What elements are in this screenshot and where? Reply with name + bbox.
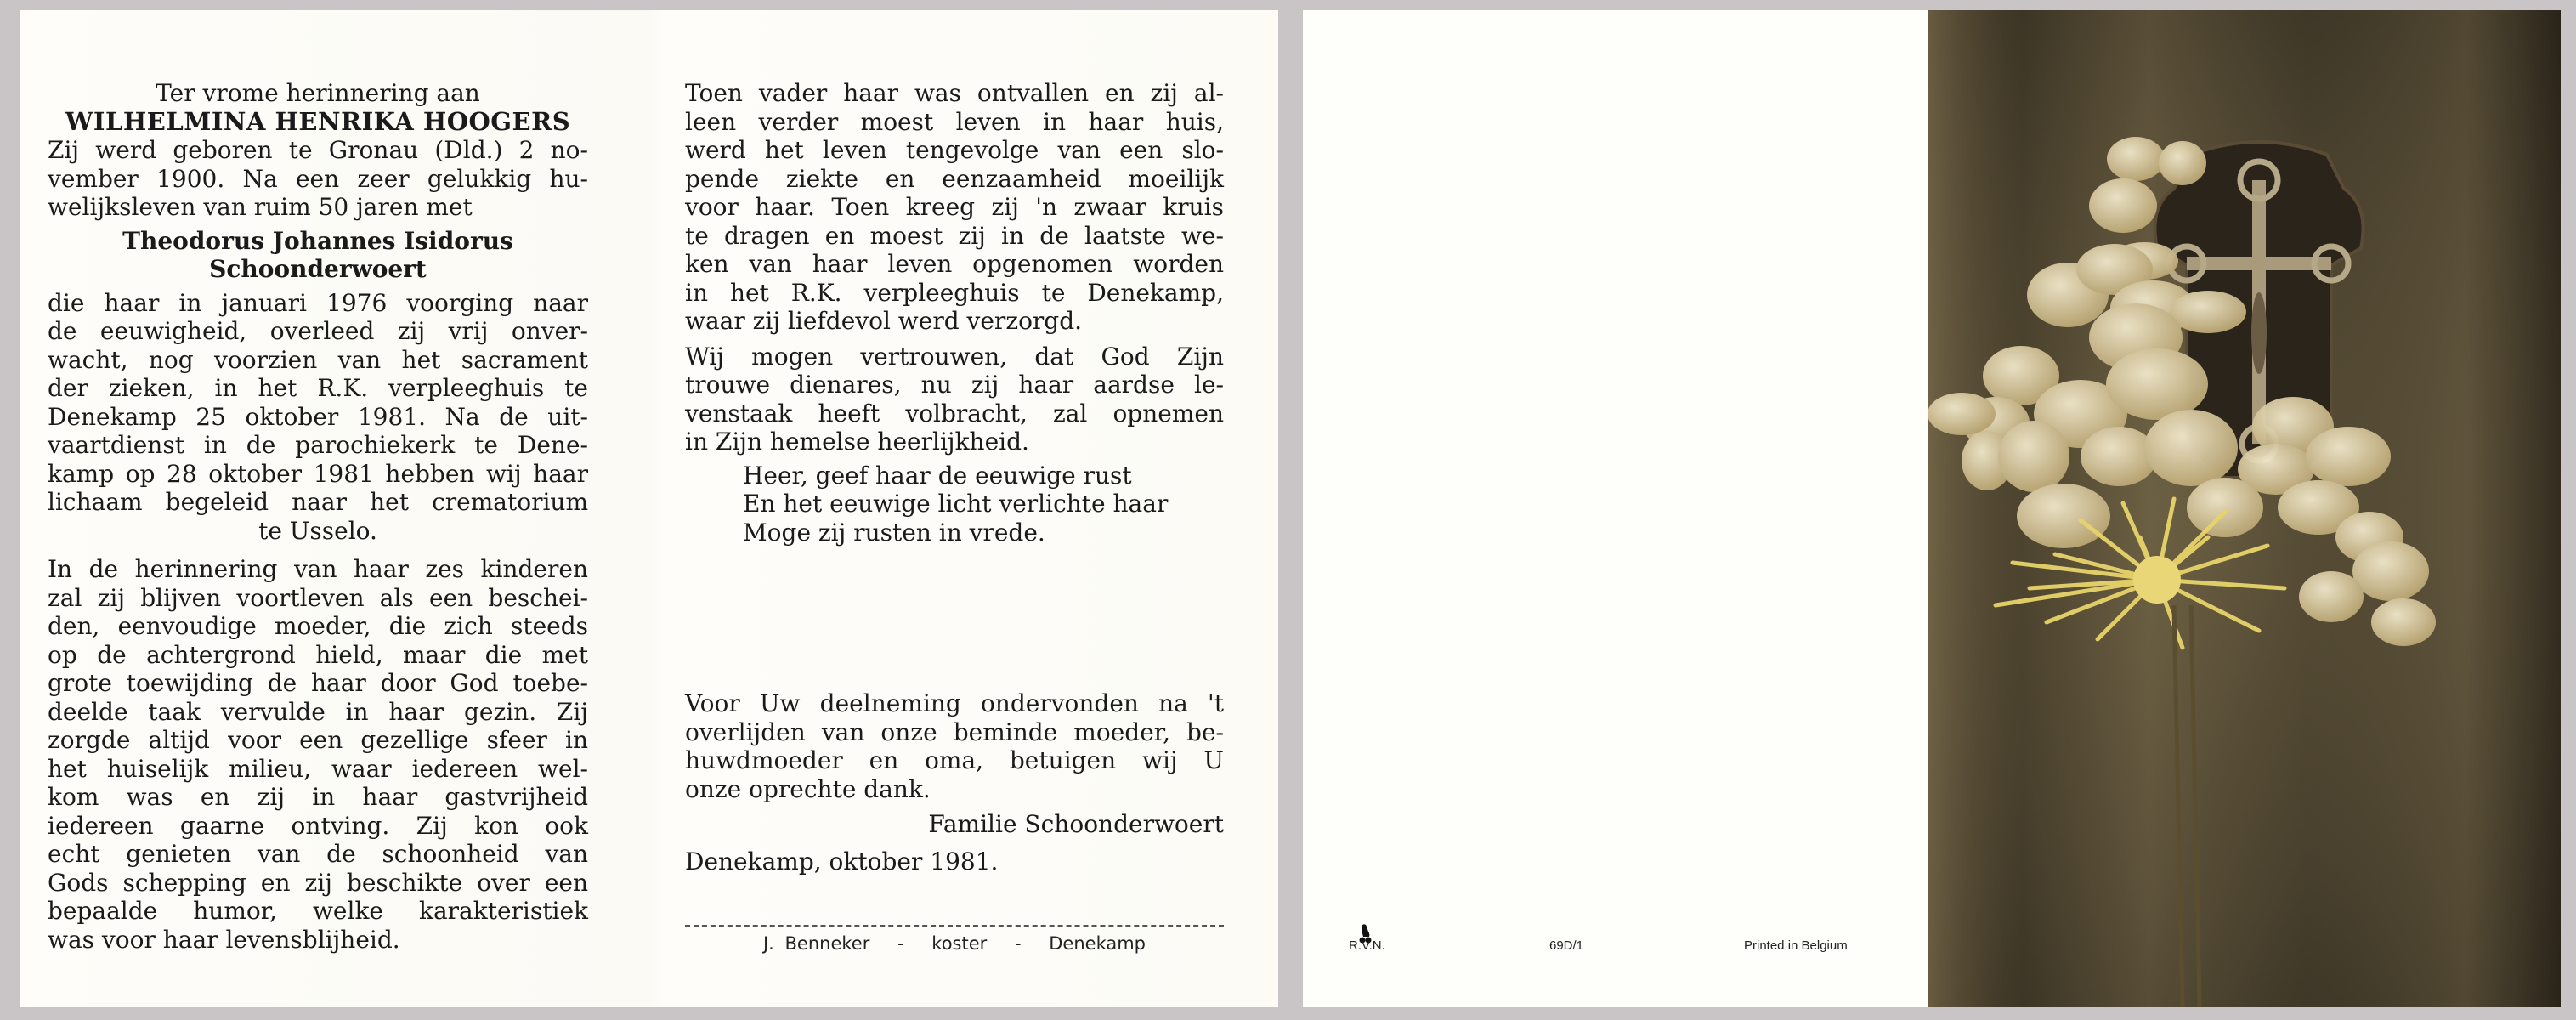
text-line: Gods schepping en zij beschikte over een xyxy=(48,868,588,897)
text-line: onze oprechte dank. xyxy=(685,774,931,803)
prayer-line: Moge zij rusten in vrede. xyxy=(743,518,1045,547)
text-line: op de achtergrond hield, maar die met xyxy=(48,640,588,669)
publisher-label: R.V.N. xyxy=(1349,938,1385,953)
text-line: waar zij liefdevol werd verzorgd. xyxy=(685,307,1083,335)
text-line: der zieken, in het R.K. verpleeghuis te xyxy=(48,374,588,402)
text-line: zorgde altijd voor een gezellige sfeer in xyxy=(48,726,588,754)
printer-town: Denekamp xyxy=(1049,933,1146,954)
text-line: overlijden van onze beminde moeder, be- xyxy=(685,717,1224,746)
text-line: voor haar. Toen kreeg zij 'n zwaar kruis xyxy=(685,193,1224,221)
memory-paragraph xyxy=(48,555,588,954)
text-line: bepaalde humor, welke karakteristiek xyxy=(48,897,588,925)
illness-paragraph xyxy=(685,79,1224,336)
text-line: Toen vader haar was ontvallen en zij al- xyxy=(685,79,1224,107)
text-line: pende ziekte en eenzaamheid moeilijk xyxy=(685,164,1224,193)
thanks-paragraph xyxy=(685,689,1224,803)
separator: - xyxy=(1014,933,1022,954)
text-line: werd het leven tengevolge van een slo- xyxy=(685,136,1224,164)
deceased-name: WILHELMINA HENRIKA HOOGERS xyxy=(65,106,571,136)
text-line: in Zijn hemelse heerlijkheid. xyxy=(685,428,1029,456)
text-line: grote toewijding de haar door God toebe- xyxy=(48,669,588,697)
printed-in-label: Printed in Belgium xyxy=(1744,938,1848,953)
printer-role: koster xyxy=(931,933,988,954)
text-line: deelde taak vervulde in haar gezin. Zij xyxy=(48,697,588,726)
spouse-surname: Schoonderwoert xyxy=(209,255,427,283)
divider-rule xyxy=(685,925,1224,926)
spouse-name: Theodorus Johannes Isidorus xyxy=(122,226,513,255)
cover-photo xyxy=(1928,10,2561,1007)
text-line: te dragen en moest zij in de laatste we- xyxy=(685,221,1224,250)
text-line: zal zij blijven voortleven als een beschei- xyxy=(48,583,588,612)
birth-paragraph xyxy=(48,136,588,222)
right-text-column xyxy=(685,79,1224,876)
text-line: het huiselijk milieu, waar iedereen wel- xyxy=(48,754,588,783)
text-line: Voor Uw deelneming ondervonden na 't xyxy=(685,689,1224,717)
place-date: Denekamp, oktober 1981. xyxy=(685,847,999,876)
text-line: te Usselo. xyxy=(258,516,377,545)
text-line: vaartdienst in de parochiekerk te Dene- xyxy=(48,431,588,459)
text-line: den, eenvoudige moeder, die zich steeds xyxy=(48,612,588,640)
text-line: lichaam begeleid naar het crematorium xyxy=(48,488,588,516)
text-line: kamp op 28 oktober 1981 hebben wij haar xyxy=(48,459,588,488)
separator: - xyxy=(897,933,904,954)
left-text-column xyxy=(48,79,588,954)
prayer-line: En het eeuwige licht verlichte haar xyxy=(743,490,1169,518)
prayer-line: Heer, geef haar de eeuwige rust xyxy=(743,461,1132,490)
printer-name: J. Benneker xyxy=(762,933,870,954)
catalog-code: 69D/1 xyxy=(1549,938,1584,953)
text-line: echt genieten van de schoonheid van xyxy=(48,840,588,868)
family-signature: Familie Schoonderwoert xyxy=(928,810,1224,838)
text-line: wacht, nog voorzien van het sacrament xyxy=(48,345,588,374)
text-line: In de herinnering van haar zes kinderen xyxy=(48,555,588,583)
text-line: iedereen gaarne ontving. Zij kon ook xyxy=(48,811,588,840)
text-line: Zij werd geboren te Gronau (Dld.) 2 no- xyxy=(48,136,588,164)
text-line: de eeuwigheid, overleed zij vrij onver- xyxy=(48,317,588,345)
printer-credit xyxy=(685,933,1224,954)
text-line: Wij mogen vertrouwen, dat God Zijn xyxy=(685,342,1224,371)
text-line: welijksleven van ruim 50 jaren met xyxy=(48,193,473,221)
text-line: kom was en zij in haar gastvrijheid xyxy=(48,783,588,811)
text-line: trouwe dienares, nu zij haar aardse le- xyxy=(685,371,1224,399)
text-line: venstaak heeft volbracht, zal opnemen xyxy=(685,399,1224,428)
text-line: Denekamp 25 oktober 1981. Na de uit- xyxy=(48,402,588,431)
crucifix-flowers-image xyxy=(1928,10,2561,1007)
text-line: die haar in januari 1976 voorging naar xyxy=(48,288,588,317)
text-line: was voor haar levensblijheid. xyxy=(48,925,400,954)
death-paragraph xyxy=(48,289,588,546)
trust-paragraph xyxy=(685,343,1224,456)
text-line: in het R.K. verpleeghuis te Denekamp, xyxy=(685,278,1224,307)
text-line: ken van haar leven opgenomen worden xyxy=(685,250,1224,278)
text-line: leen verder moest leven in haar huis, xyxy=(685,107,1224,136)
text-line: huwdmoeder en oma, betuigen wij U xyxy=(685,746,1224,774)
text-line: vember 1900. Na een zeer gelukkig hu- xyxy=(48,164,588,193)
heading: Ter vrome herinnering aan xyxy=(156,79,480,107)
prayer xyxy=(685,462,1224,547)
